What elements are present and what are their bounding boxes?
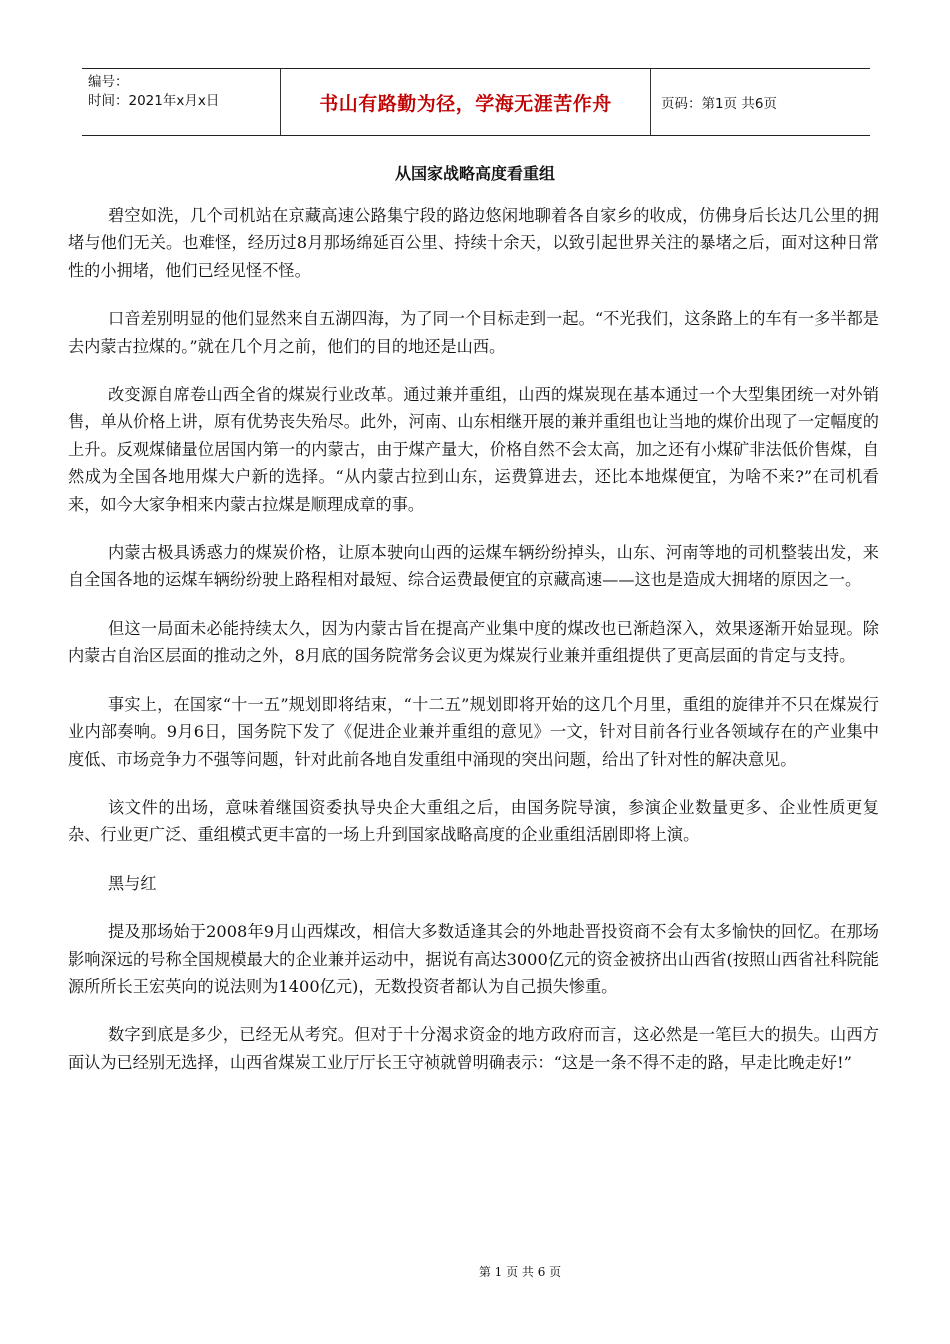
header-meta-cell <box>82 69 281 135</box>
header-motto-cell <box>281 69 651 135</box>
document-header <box>82 68 870 136</box>
paragraph: 事实上，在国家“十一五”规划即将结束，“十二五”规划即将开始的这几个月里，重组的旋律并不只在煤炭行业内部奏响。9月6日，国务院下发了《促进企业兼并重组的意见》一文，针对目前各行业各领域存在的产业集中度低、市场竞争力不强等问题，针对此前各地自发重组中涌现的突出问题，给出了针对性的解决意见。 <box>68 694 879 769</box>
paragraph: 该文件的出场，意味着继国资委执导央企大重组之后，由国务院导演，参演企业数量更多、企业性质更复杂、行业更广泛、重组模式更丰富的一场上升到国家战略高度的企业重组活剧即将上演。 <box>68 797 879 845</box>
header-motto: 书山有路勤为径，学海无涯苦作舟 <box>319 92 612 115</box>
page-footer: 第 1 页 共 6 页 <box>478 1265 562 1279</box>
paragraph: 碧空如洗，几个司机站在京藏高速公路集宁段的路边悠闲地聊着各自家乡的收成，仿佛身后长达几公里的拥堵与他们无关。也难怪，经历过8月那场绵延百公里、持续十余天，以致引起世界关注的暴堵之后，面对这种日常性的小拥堵，他们已经见怪不怪。 <box>68 206 879 280</box>
paragraph: 内蒙古极具诱惑力的煤炭价格，让原本驶向山西的运煤车辆纷纷掉头，山东、河南等地的司机整装出发，来自全国各地的运煤车辆纷纷驶上路程相对最短、综合运费最便宜的京藏高速——这也是造成大拥堵的原因之一。 <box>68 543 879 590</box>
document-title: 从国家战略高度看重组 <box>394 164 555 183</box>
document-body <box>68 202 879 1097</box>
header-page-info: 页码：第1页 共6页 <box>661 96 777 112</box>
paragraph: 口音差别明显的他们显然来自五湖四海，为了同一个目标走到一起。“不光我们，这条路上的车有一多半都是去内蒙古拉煤的。”就在几个月之前，他们的目的地还是山西。 <box>68 309 879 356</box>
header-page-cell <box>651 69 870 135</box>
document-date: 时间：2021年x月x日 <box>88 93 220 109</box>
paragraph: 提及那场始于2008年9月山西煤改，相信大多数适逢其会的外地赴晋投资商不会有太多愉快的回忆。在那场影响深远的号称全国规模最大的企业兼并运动中，据说有高达3000亿元的资金被挤出山西省(按照山西省社科院能源所所长王宏英向的说法则为1400亿元)，无数投资者都认为自己损失惨重。 <box>68 922 879 996</box>
paragraph: 改变源自席卷山西全省的煤炭行业改革。通过兼并重组，山西的煤炭现在基本通过一个大型集团统一对外销售，单从价格上讲，原有优势丧失殆尽。此外，河南、山东相继开展的兼并重组也让当地的煤价出现了一定幅度的上升。反观煤储量位居国内第一的内蒙古，由于煤产量大，价格自然不会太高，加之还有小煤矿非法低价售煤，自然成为全国各地用煤大户新的选择。“从内蒙古拉到山东，运费算进去，还比本地煤便宜，为啥不来?”在司机看来，如今大家争相来内蒙古拉煤是顺理成章的事。 <box>68 385 879 514</box>
paragraph: 但这一局面未必能持续太久，因为内蒙古旨在提高产业集中度的煤改也已渐趋深入，效果逐渐开始显现。除内蒙古自治区层面的推动之外，8月底的国务院常务会议更为煤炭行业兼并重组提供了更高层面的肯定与支持。 <box>68 618 879 666</box>
document-number-label: 编号： <box>88 74 129 90</box>
paragraph: 数字到底是多少，已经无从考究。但对于十分渴求资金的地方政府而言，这必然是一笔巨大的损失。山西方面认为已经别无选择，山西省煤炭工业厅厅长王守祯就曾明确表示：“这是一条不得不走的路，早走比晚走好!” <box>68 1025 879 1072</box>
section-heading: 黑与红 <box>108 873 157 893</box>
